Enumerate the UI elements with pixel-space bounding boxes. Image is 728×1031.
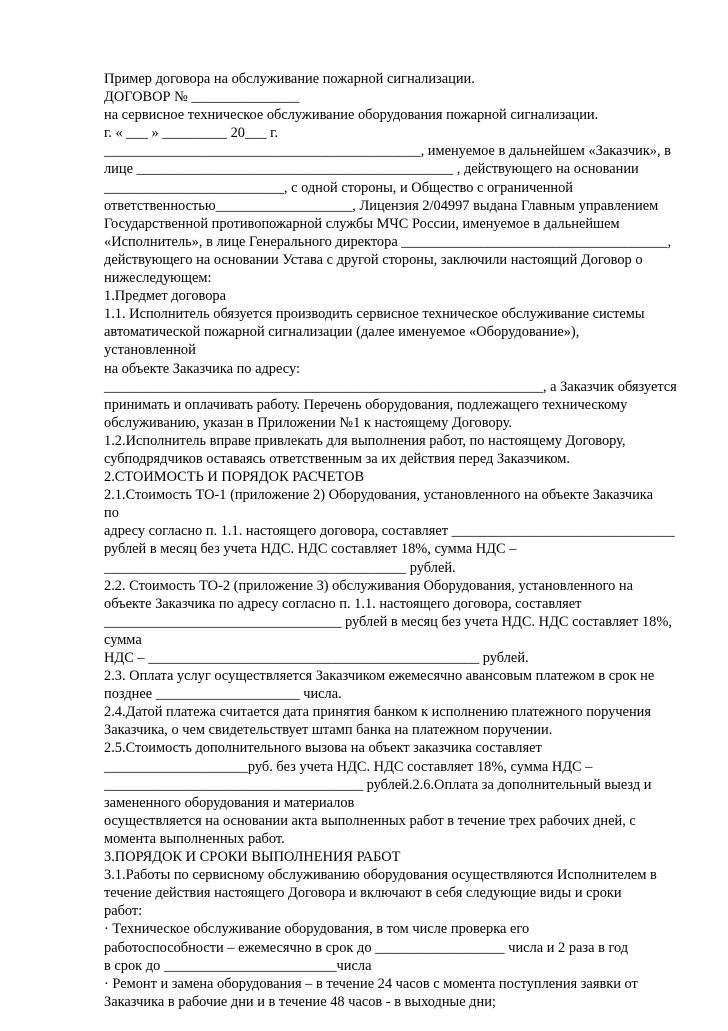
document-line: ответственностью___________________, Лицензия 2/04997 выдана Главным управлением — [104, 197, 659, 214]
document-line: г. « ___ » _________ 20___ г. — [104, 125, 279, 142]
document-line: ____________________руб. без учета НДС. НДС составляет 18%, сумма НДС – — [104, 758, 593, 775]
document-line: _____________________________________________________________, а Заказчик обязуется — [104, 378, 677, 395]
document-line: действующего на основании Устава с другой стороны, заключили настоящий Договор о — [104, 251, 643, 268]
document-line: Заказчика, о чем свидетельствует штамп банка на платежном поручении. — [104, 722, 553, 739]
document-line: 3.ПОРЯДОК И СРОКИ ВЫПОЛНЕНИЯ РАБОТ — [104, 849, 401, 866]
document-line: объекте Заказчика по адресу согласно п. 1.1. настоящего договора, составляет — [104, 595, 582, 612]
document-line: принимать и оплачивать работу. Перечень оборудования, подлежащего техническому — [104, 396, 628, 413]
document-line: НДС – ______________________________________________ рублей. — [104, 650, 529, 666]
document-line: обслуживанию, указан в Приложении №1 к настоящему Договору. — [104, 414, 512, 431]
document-line: ДОГОВОР № _______________ — [104, 89, 300, 106]
document-line: ____________________________________ рублей.2.6.Оплата за дополнительный выезд и — [104, 776, 652, 793]
document-line: 2.4.Датой платежа считается дата принятия банком к исполнению платежного поручения — [104, 704, 651, 721]
document-line: течение действия настоящего Договора и включают в себя следующие виды и сроки — [104, 885, 622, 902]
document-line: 2.2. Стоимость ТО-2 (приложение 3) обслуживания Оборудования, установленного на — [104, 577, 633, 594]
document-line: замененного оборудования и материалов — [104, 794, 355, 811]
document-line: установленной — [104, 342, 196, 359]
document-line: Пример договора на обслуживание пожарной сигнализации. — [104, 71, 475, 87]
document-line: момента выполненных работ. — [104, 830, 285, 847]
document-line: Заказчика в рабочие дни и в течение 48 часов - в выходные дни; — [104, 993, 496, 1010]
document-line: 2.5.Стоимость дополнительного вызова на объект заказчика составляет — [104, 740, 542, 757]
document-line: лице ____________________________________________ , действующего на основании — [104, 161, 639, 178]
document-line: «Исполнитель», в лице Генерального директора _____________________________________, — [104, 233, 672, 250]
document-line: работоспособности – ежемесячно в срок до __________________ числа и 2 раза в год — [104, 939, 629, 956]
document-line: · Техническое обслуживание оборудования, в том числе проверка его — [104, 921, 530, 938]
document-line: сумма — [104, 631, 142, 648]
document-line: _________________________, с одной стороны, и Общество с ограниченной — [104, 179, 573, 196]
document-line: 1.2.Исполнитель вправе привлекать для выполнения работ, по настоящему Договору, — [104, 432, 626, 449]
document-line: субподрядчиков оставаясь ответственным за их действия перед Заказчиком. — [104, 450, 570, 467]
document-line: позднее ____________________ числа. — [104, 686, 342, 703]
document-line: автоматической пожарной сигнализации (далее именуемое «Оборудование»), — [104, 324, 580, 341]
document-line: 1.1. Исполнитель обязуется производить сервисное техническое обслуживание системы — [104, 306, 645, 323]
document-line: рублей в месяц без учета НДС. НДС составляет 18%, сумма НДС – — [104, 541, 517, 558]
document-line: · Ремонт и замена оборудования – в течение 24 часов с момента поступления заявки от — [104, 975, 638, 992]
document-line: 1.Предмет договора — [104, 288, 227, 305]
document-line: 3.1.Работы по сервисному обслуживанию оборудования осуществляются Исполнителем в — [104, 867, 657, 884]
document-line: на сервисное техническое обслуживание оборудования пожарной сигнализации. — [104, 107, 599, 124]
document-line: на объекте Заказчика по адресу: — [104, 360, 300, 377]
document-line: 2.1.Стоимость ТО-1 (приложение 2) Оборудования, установленного на объекте Заказчика — [104, 487, 653, 504]
document-line: адресу согласно п. 1.1. настоящего договора, составляет _______________________________ — [104, 523, 675, 540]
document-line: осуществляется на основании акта выполненных работ в течение трех рабочих дней, с — [104, 812, 636, 829]
document-line: 2.СТОИМОСТЬ И ПОРЯДОК РАСЧЕТОВ — [104, 469, 365, 486]
document-line: ____________________________________________, именуемое в дальнейшем «Заказчик», в — [104, 143, 671, 160]
document-line: __________________________________________ рублей. — [104, 559, 456, 576]
document-line: 2.3. Оплата услуг осуществляется Заказчиком ежемесячно авансовым платежом в срок не — [104, 668, 655, 685]
document-line: нижеследующем: — [104, 270, 212, 287]
document-line: по — [104, 505, 119, 522]
contract-document — [104, 70, 684, 1011]
document-line: _________________________________ рублей в месяц без учета НДС. НДС составляет 18%, — [104, 613, 672, 630]
document-line: в срок до ________________________числа — [104, 957, 372, 974]
document-line: Государственной противопожарной службы МЧС России, именуемое в дальнейшем — [104, 215, 620, 232]
document-line: работ: — [104, 903, 143, 920]
